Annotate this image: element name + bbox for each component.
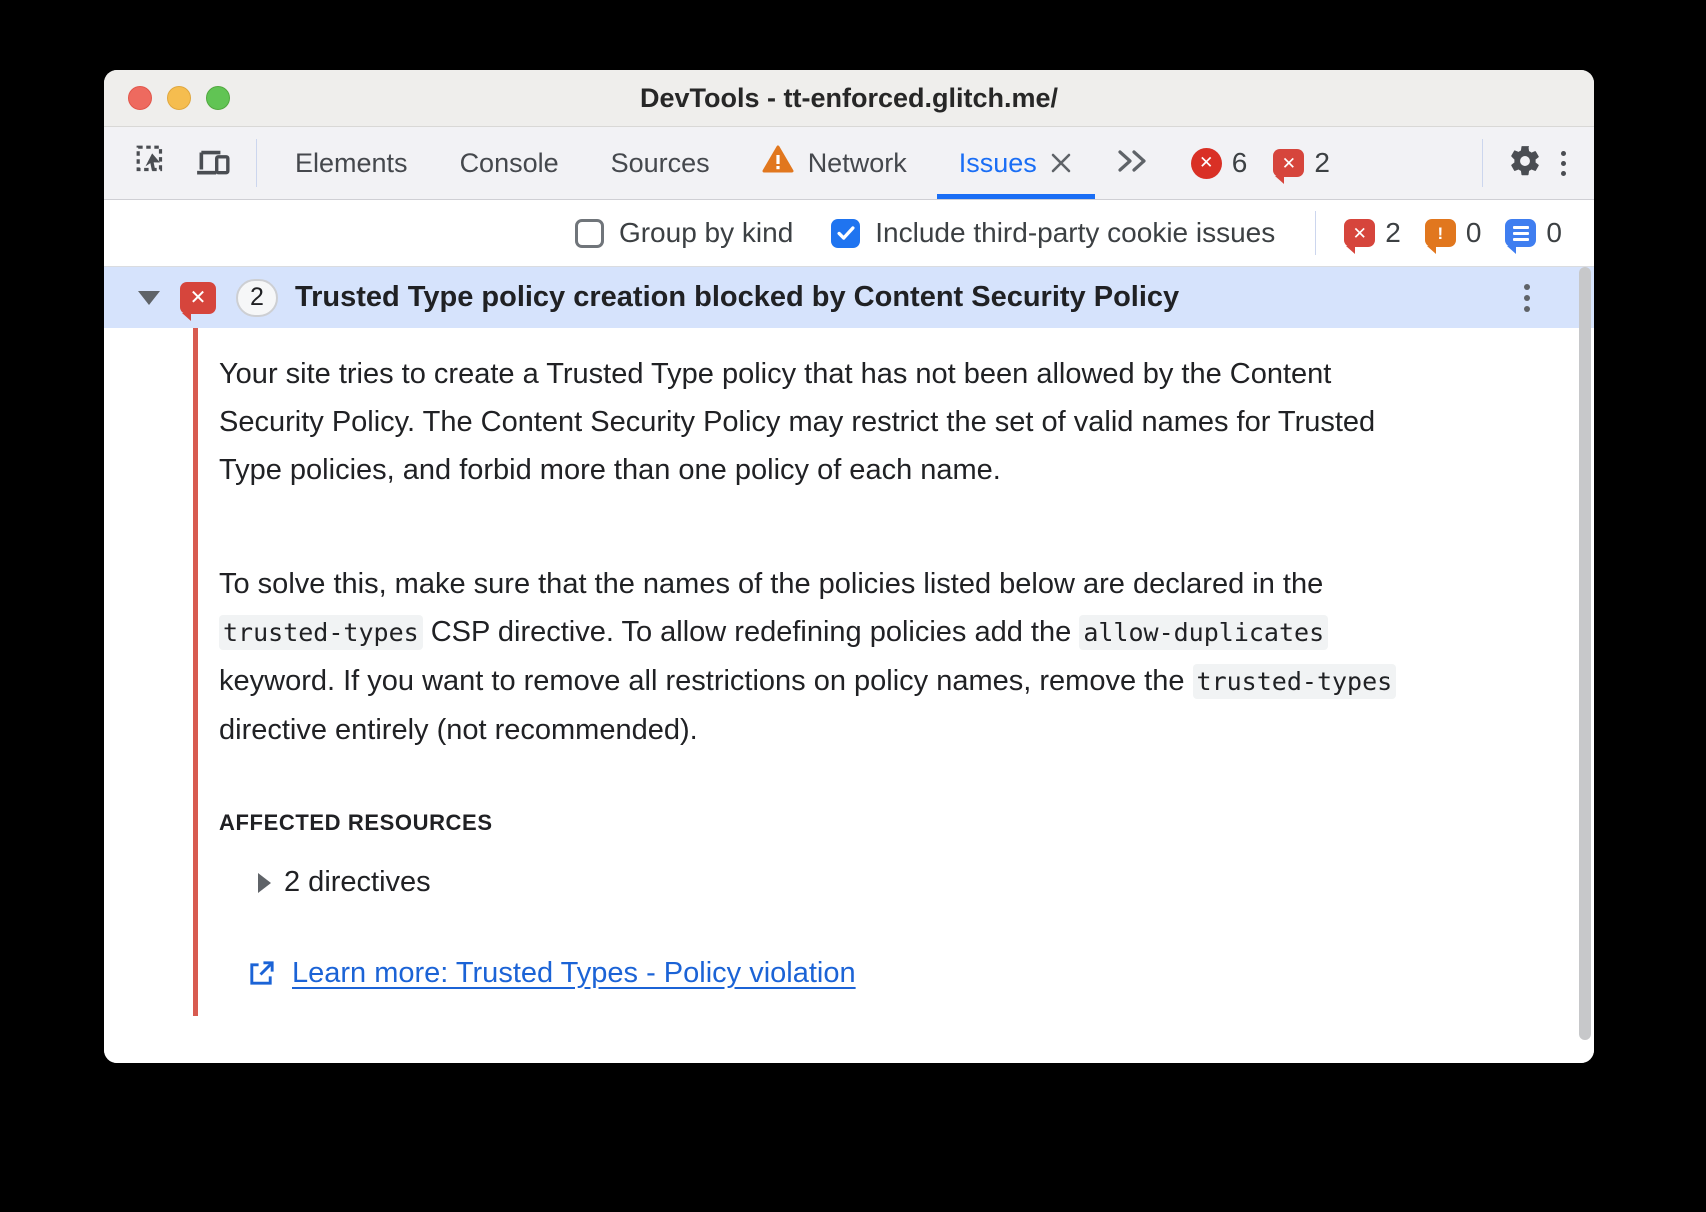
checkbox-unchecked-icon (575, 219, 604, 248)
toolbar-divider (1482, 139, 1483, 187)
breaking-change-bubble-icon: ! (1425, 219, 1456, 247)
group-by-kind-label: Group by kind (618, 217, 794, 248)
close-icon[interactable] (1049, 151, 1073, 175)
issue-title: Trusted Type policy creation blocked by Content Security Policy (295, 281, 1180, 313)
window-title: DevTools - tt-enforced.glitch.me/ (639, 82, 1059, 113)
settings-button[interactable] (1495, 144, 1555, 183)
tab-elements-label: Elements (295, 147, 408, 178)
expand-triangle-icon (258, 873, 271, 893)
issue-header[interactable] (104, 267, 1594, 328)
devtools-window (104, 70, 1594, 1063)
issue-menu-button[interactable] (1518, 278, 1536, 318)
page-errors-count-group (1344, 217, 1401, 249)
issues-filter-bar (104, 200, 1594, 267)
collapse-triangle-icon[interactable] (138, 291, 160, 305)
gear-icon (1508, 144, 1542, 183)
learn-more-row (246, 957, 1424, 990)
minimize-window-button[interactable] (167, 86, 191, 110)
error-count: 6 (1231, 147, 1248, 178)
checkbox-checked-icon (831, 219, 860, 248)
tab-elements[interactable] (269, 127, 434, 199)
tab-network-label: Network (807, 147, 907, 178)
improvement-bubble-icon (1505, 219, 1536, 247)
third-party-cookie-checkbox[interactable] (831, 217, 1275, 249)
scrollbar-thumb[interactable] (1579, 267, 1591, 1040)
page-error-bubble-icon: ✕ (1344, 219, 1375, 247)
more-tabs-button[interactable] (1099, 127, 1165, 199)
tab-issues[interactable] (933, 127, 1099, 199)
external-link-icon (246, 958, 277, 989)
tab-console[interactable] (434, 127, 585, 199)
tab-issues-label: Issues (958, 147, 1037, 178)
devtools-menu-button[interactable] (1555, 145, 1572, 182)
close-window-button[interactable] (128, 86, 152, 110)
issues-indicator[interactable] (1273, 127, 1330, 199)
double-chevron-right-icon (1115, 147, 1149, 180)
breaking-change-count: 0 (1465, 217, 1482, 248)
improvement-count: 0 (1546, 217, 1562, 248)
breaking-changes-count-group (1425, 217, 1482, 249)
tab-console-label: Console (459, 147, 559, 178)
issue-bubble-icon: ✕ (1273, 149, 1304, 177)
main-toolbar (104, 127, 1594, 200)
tab-sources[interactable] (585, 127, 736, 199)
console-error-indicator[interactable] (1191, 127, 1248, 199)
learn-more-link[interactable]: Learn more: Trusted Types - Policy violation (292, 957, 856, 989)
issue-kind-counts (1332, 217, 1562, 249)
affected-resources-heading: AFFECTED RESOURCES (219, 810, 493, 835)
warning-triangle-icon (762, 145, 794, 181)
group-by-kind-checkbox[interactable] (575, 217, 793, 249)
issue-occurrence-badge: 2 (236, 279, 278, 317)
inspect-element-button[interactable] (122, 127, 182, 199)
tab-network[interactable] (736, 127, 933, 199)
tab-sources-label: Sources (610, 147, 710, 178)
directives-expander[interactable] (258, 866, 1424, 899)
issue-body (104, 328, 1594, 1063)
directives-label: 2 directives (284, 866, 431, 898)
toolbar-divider (256, 139, 257, 187)
traffic-lights (128, 70, 230, 126)
issue-description-paragraph-1: Your site tries to create a Trusted Type policy that has not been allowed by the Content Security Policy. The Content Security Policy may restrict the set of valid names for Trusted Type policies, and forbid more than one policy of each name. (219, 358, 1376, 486)
title-bar (104, 70, 1594, 127)
issue-kind-icon: ✕ (180, 282, 216, 314)
error-circle-icon: ✕ (1191, 148, 1222, 179)
zoom-window-button[interactable] (206, 86, 230, 110)
inspect-cursor-icon (135, 144, 169, 183)
toggle-device-toolbar-button[interactable] (182, 127, 244, 199)
issue-count: 2 (1314, 147, 1330, 178)
improvements-count-group (1505, 217, 1562, 249)
issue-marker-line (193, 328, 198, 1016)
third-party-cookie-label: Include third-party cookie issues (875, 217, 1276, 248)
device-toolbar-icon (195, 144, 231, 183)
filter-divider (1315, 211, 1316, 255)
page-error-count: 2 (1385, 217, 1401, 248)
issue-description-paragraph-2: To solve this, make sure that the names of the policies listed below are declared in the trusted-types CSP directive. To allow redefining policies add the allow-duplicates keyword. If you want to remove all restrictions on policy names, remove the trusted-types directive entirely (not recommended). (219, 560, 1424, 754)
